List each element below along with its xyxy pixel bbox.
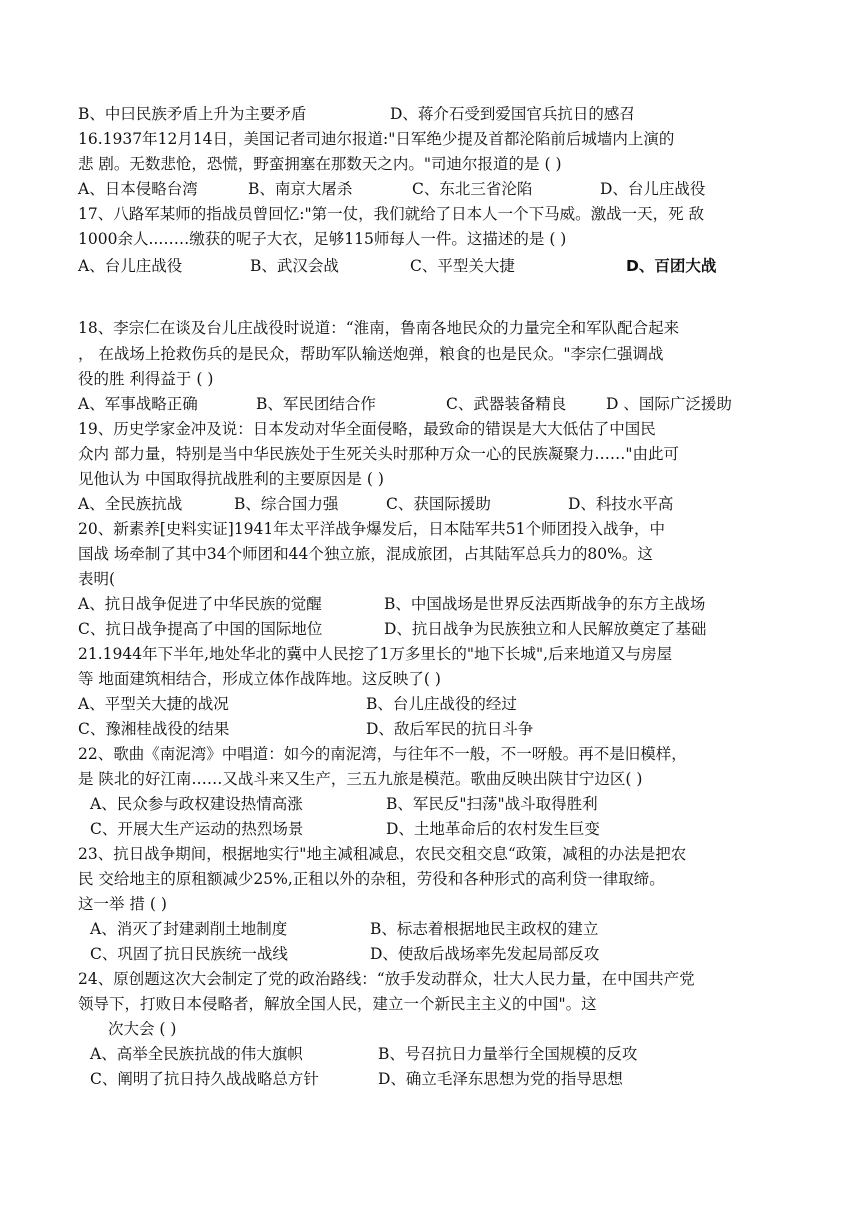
question-text-line: 是 陕北的好江南……又战斗来又生产，三五九旅是模范。歌曲反映出陕甘宁边区( )	[78, 770, 643, 788]
answer-options-row	[90, 1069, 802, 1091]
question-text-line: 23、抗日战争期间，根据地实行"地主减租减息，农民交租交息“政策，减租的办法是把农	[78, 845, 687, 863]
answer-option: D 、国际广泛援助	[606, 395, 732, 413]
answer-option: B、军民反"扫荡"战斗取得胜利	[386, 795, 598, 813]
answer-option: D、百团大战	[626, 257, 717, 275]
answer-options-row	[90, 919, 802, 941]
answer-option: D、土地革命后的农村发生巨变	[386, 820, 600, 838]
answer-option: C、东北三省沦陷	[412, 180, 533, 198]
answer-option: A、全民族抗战	[78, 495, 183, 513]
answer-option: B、武汉会战	[250, 257, 339, 275]
question-text-line: 20、新素养[史料实证]1941年太平洋战争爆发后，日本陆军共51个师团投入战争，中	[78, 520, 665, 538]
answer-option: D、敌后军民的抗日斗争	[366, 720, 534, 738]
question-text-line: 次大会 ( )	[108, 1020, 177, 1038]
answer-option: A、台儿庄战役	[78, 257, 183, 275]
answer-option: B、号召抗日力量举行全国规模的反攻	[378, 1045, 638, 1063]
answer-option: D、确立毛泽东思想为党的指导思想	[378, 1070, 623, 1088]
question-text-line: 16.1937年12月14日，美国记者司迪尔报道:"日军绝少提及首都沦陷前后城墙内上演的	[78, 130, 675, 148]
answer-option: D、抗日战争为民族独立和人民解放奠定了基础	[384, 620, 707, 638]
answer-options-row	[90, 794, 802, 816]
answer-option: D、蒋介石受到爱国官兵抗日的感召	[390, 105, 635, 123]
answer-option: A、消灭了封建剥削土地制度	[90, 920, 288, 938]
question-text-line: 21.1944年下半年,地处华北的冀中人民挖了1万多里长的"地下长城",后来地道又与房屋	[78, 645, 673, 663]
answer-option: B、台儿庄战役的经过	[366, 695, 517, 713]
answer-option: B、南京大屠杀	[248, 180, 353, 198]
question-text-line: 等 地面建筑相结合，形成立体作战阵地。这反映了( )	[78, 670, 441, 688]
question-text-line: 民 交给地主的原租额减少25%,正租以外的杂租，劳役和各种形式的高利贷一律取缔。	[78, 870, 665, 888]
answer-options-row	[78, 256, 790, 278]
question-text-line: ， 在战场上抢救伤兵的是民众，帮助军队输送炮弹，粮食的也是民众。"李宗仁强调战	[78, 345, 664, 363]
answer-option: A、军事战略正确	[78, 395, 198, 413]
answer-option: C、豫湘桂战役的结果	[78, 720, 230, 738]
answer-options-row	[90, 819, 802, 841]
answer-option: A、抗日战争促进了中华民族的觉醒	[78, 595, 322, 613]
answer-option: A、民众参与政权建设热情高涨	[90, 795, 303, 813]
answer-options-row	[78, 179, 790, 201]
question-text-line: 17、八路军某师的指战员曾回忆:"第一仗，我们就给了日本人一个下马威。激战一天，死 敌	[78, 205, 705, 223]
question-text-line: 22、歌曲《南泥湾》中唱道：如今的南泥湾，与往年不一般，不一呀般。再不是旧模样，	[78, 745, 687, 763]
answer-options-row	[78, 619, 790, 641]
answer-option: C、获国际援助	[386, 495, 491, 513]
answer-options-row	[78, 694, 790, 716]
question-text-line: 19、历史学家金冲及说：日本发动对华全面侵略，最致命的错误是大大低估了中国民	[78, 420, 656, 438]
question-text-line: 1000余人..……缴获的呢子大衣，足够115师每人一件。这描述的是 ( )	[78, 230, 567, 248]
question-text-line: 领导下，打败日本侵略者，解放全国人民，建立一个新民主主义的中国"。这	[78, 995, 597, 1013]
question-text-line: 悲 剧。无数悲怆，恐慌，野蛮拥塞在那数天之内。"司迪尔报道的是 ( )	[78, 155, 562, 173]
question-text-line: 表明(	[78, 570, 116, 588]
answer-option: D、台儿庄战役	[600, 180, 706, 198]
question-text-line: 见他认为 中国取得抗战胜利的主要原因是 ( )	[78, 470, 384, 488]
question-text-line: 24、原创题这次大会制定了党的政治路线：“放手发动群众，壮大人民力量，在中国共产党	[78, 970, 695, 988]
question-text-line: 役的胜 利得益于 ( )	[78, 370, 214, 388]
answer-option: C、阐明了抗日持久战战略总方针	[90, 1070, 319, 1088]
answer-option: B、综合国力强	[234, 495, 339, 513]
answer-option: A、高举全民族抗战的伟大旗帜	[90, 1045, 303, 1063]
question-text-line: 众内 部力量，特别是当中华民族处于生死关头时那种万众一心的民族凝聚力……"由此可	[78, 445, 680, 463]
answer-options-row	[90, 944, 802, 966]
answer-option: A、平型关大捷的战况	[78, 695, 229, 713]
answer-option: A、日本侵略台湾	[78, 180, 198, 198]
answer-options-row	[78, 594, 790, 616]
question-text-line: 这一举 措 ( )	[78, 895, 167, 913]
answer-option: D、使敌后战场率先发起局部反攻	[370, 945, 600, 963]
answer-option: C、巩固了抗日民族统一战线	[90, 945, 288, 963]
answer-option: B、标志着根据地民主政权的建立	[370, 920, 599, 938]
answer-option: C、开展大生产运动的热烈场景	[90, 820, 304, 838]
question-text-line: 18、李宗仁在谈及台儿庄战役时说道：“淮南，鲁南各地民众的力量完全和军队配合起来	[78, 319, 680, 337]
answer-options-row	[90, 1044, 802, 1066]
answer-options-row	[78, 719, 790, 741]
question-text-line: 国战 场牵制了其中34个师团和44个独立旅，混成旅团，占其陆军总兵力的80%。这	[78, 545, 653, 563]
answer-option: C、平型关大捷	[410, 257, 515, 275]
answer-options-row	[78, 104, 790, 126]
answer-options-row	[78, 494, 790, 516]
answer-option: C、武器装备精良	[446, 395, 567, 413]
answer-option: B、中国战场是世界反法西斯战争的东方主战场	[384, 595, 706, 613]
answer-options-row	[78, 394, 790, 416]
answer-option: C、抗日战争提高了中国的国际地位	[78, 620, 323, 638]
answer-option: D、科技水平高	[568, 495, 674, 513]
answer-option: B、军民团结合作	[256, 395, 376, 413]
answer-option: B、中曰民族矛盾上升为主要矛盾	[78, 105, 307, 123]
